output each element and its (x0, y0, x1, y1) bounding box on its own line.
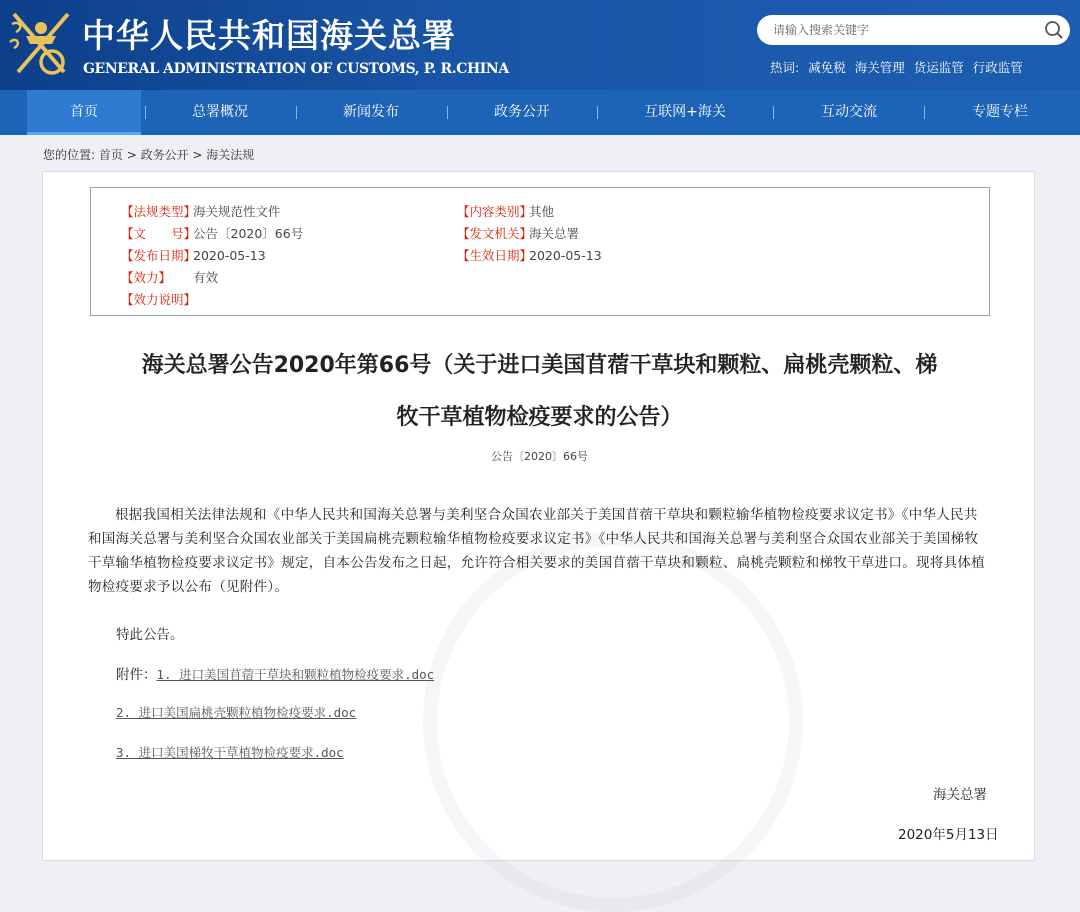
meta-key: 【发文机关】 (457, 226, 533, 241)
regulation-meta-box (90, 187, 990, 316)
meta-key: 【发布日期】 (121, 248, 197, 263)
breadcrumb-link-home[interactable]: 首页 (98, 148, 123, 162)
breadcrumb-separator: > (188, 148, 207, 162)
attachment-link-1[interactable]: 1. 进口美国苜蓿干草块和颗粒植物检疫要求.doc (156, 667, 435, 682)
meta-value: 其他 (529, 204, 555, 219)
meta-key: 【效力说明】 (121, 292, 197, 307)
nav-separator (447, 106, 448, 119)
attachment-link-2[interactable]: 2. 进口美国扁桃壳颗粒植物检疫要求.doc (116, 705, 357, 720)
document-body: 根据我国相关法律法规和《中华人民共和国海关总署与美利坚合众国农业部关于美国苜蓿干草块和颗粒输华植物检疫要求议定书》《中华人民共和国海关总署与美利坚合众国农业部关于美国扁桃壳颗粒输华植物检疫要求议定书》《中华人民共和国海关总署与美利坚合众国农业部关于美国梯牧干草输华植物检疫要求议定书》规定，自本公告发布之日起，允许符合相关要求的美国苜蓿干草块和颗粒、扁桃壳颗粒和梯牧干草进口。现将具体植物检疫要求予以公布（见附件）。 (88, 507, 985, 595)
site-header (0, 0, 1080, 90)
nav-separator (773, 106, 774, 119)
meta-row-doc-number (121, 224, 303, 242)
nav-separator (924, 106, 925, 119)
search-input[interactable] (773, 20, 1033, 40)
nav-item-special-topics[interactable]: 专题专栏 (972, 104, 1028, 120)
breadcrumb-separator: > (122, 148, 141, 162)
document-title-line: 牧干草植物检疫要求的公告） (396, 405, 683, 430)
meta-value: 公告〔2020〕66号 (193, 226, 304, 241)
hot-word-link[interactable]: 行政监管 (972, 60, 1023, 75)
document-closing: 特此公告。 (116, 627, 184, 643)
breadcrumb-link-regulations[interactable]: 海关法规 (206, 148, 255, 162)
hot-word-link[interactable]: 海关管理 (854, 60, 905, 75)
attachment-line (116, 703, 356, 721)
meta-row-type (121, 202, 281, 220)
document-date: 2020年5月13日 (898, 827, 999, 843)
main-nav (0, 90, 1080, 135)
meta-row-effective-date (457, 246, 602, 264)
document-title-line: 海关总署公告2020年第66号（关于进口美国苜蓿干草块和颗粒、扁桃壳颗粒、梯 (141, 353, 938, 378)
attachment-line (116, 743, 344, 761)
meta-key: 【法规类型】 (121, 204, 197, 219)
meta-key: 【效力】 (121, 270, 172, 285)
nav-item-interaction[interactable]: 互动交流 (821, 104, 877, 120)
nav-item-news[interactable]: 新闻发布 (343, 104, 399, 120)
breadcrumb-link-affairs[interactable]: 政务公开 (140, 148, 189, 162)
meta-value: 2020-05-13 (193, 248, 266, 263)
nav-separator (597, 106, 598, 119)
nav-separator (145, 106, 146, 119)
meta-row-issuer (457, 224, 579, 242)
breadcrumb (43, 146, 254, 163)
meta-value: 海关规范性文件 (193, 204, 281, 219)
hot-words (770, 58, 1023, 76)
meta-key: 【内容类别】 (457, 204, 533, 219)
meta-value: 有效 (193, 270, 219, 285)
customs-emblem-icon[interactable] (6, 6, 76, 80)
meta-value: 2020-05-13 (529, 248, 602, 263)
document-title (43, 340, 1036, 444)
meta-value: 海关总署 (529, 226, 580, 241)
nav-item-overview[interactable]: 总署概况 (192, 104, 248, 120)
nav-separator (296, 106, 297, 119)
document-signer: 海关总署 (933, 787, 987, 803)
attachment-link-3[interactable]: 3. 进口美国梯牧干草植物检疫要求.doc (116, 745, 344, 760)
nav-item-internet-customs[interactable]: 互联网+海关 (644, 104, 726, 120)
search-icon[interactable] (1044, 20, 1064, 40)
content-panel (42, 171, 1035, 861)
search-box (757, 15, 1070, 45)
site-title-cn[interactable]: 中华人民共和国海关总署 (82, 16, 456, 55)
nav-item-home[interactable]: 首页 (27, 90, 141, 135)
hot-word-link[interactable]: 减免税 (808, 60, 846, 75)
meta-row-content-category (457, 202, 554, 220)
meta-row-publish-date (121, 246, 266, 264)
attachment-label: 附件： (116, 667, 157, 683)
meta-key: 【生效日期】 (457, 248, 533, 263)
meta-row-validity (121, 268, 218, 286)
document-number: 公告〔2020〕66号 (491, 450, 588, 463)
meta-key: 【文 号】 (121, 226, 197, 241)
nav-item-government-affairs[interactable]: 政务公开 (494, 104, 550, 120)
hot-words-label: 热词: (770, 60, 800, 75)
hot-word-link[interactable]: 货运监管 (913, 60, 964, 75)
breadcrumb-label: 您的位置: (43, 148, 96, 162)
meta-row-validity-note (121, 290, 197, 308)
site-title-en: GENERAL ADMINISTRATION OF CUSTOMS, P. R.CHINA (83, 61, 509, 77)
attachment-line (116, 663, 434, 683)
